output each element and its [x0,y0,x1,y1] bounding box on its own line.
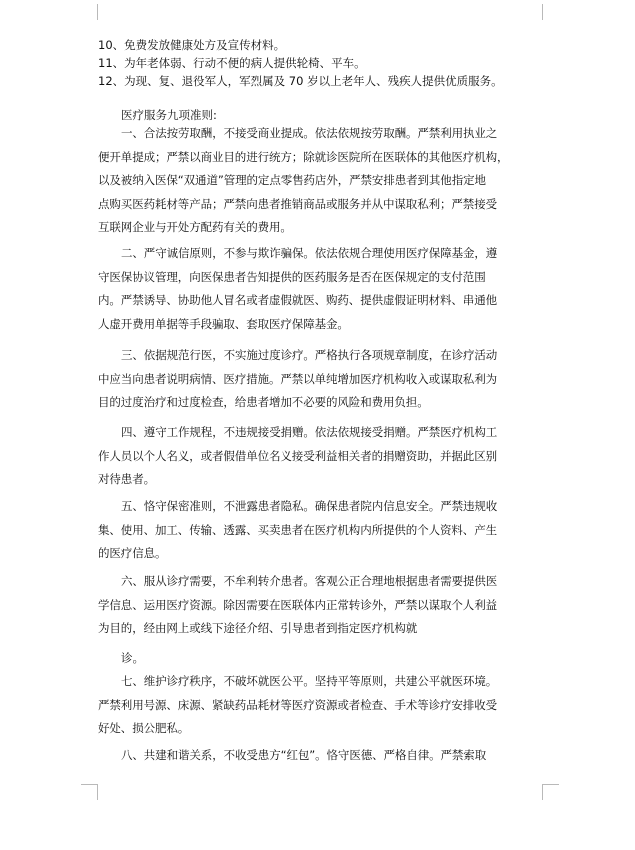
text-line: 以及被纳入医保“双通道”管理的定点零售药店外，严禁安排患者到其他指定地 [98,173,486,187]
text-line: 三、依据规范行医，不实施过度诊疗。严格执行各项规章制度，在诊疗活动 [121,348,498,362]
list-item-11: 11、为年老体弱、行动不便的病人提供轮椅、平车。 [98,56,366,70]
text-line: 作人员以个人名义，或者假借单位名义接受利益相关者的捐赠资助，并据此区别 [98,448,497,463]
list-item-12: 12、为现、复、退役军人，军烈属及 70 岁以上老年人、残疾人提供优质服务。 [98,74,503,88]
text-line: 四、遵守工作规程，不违规接受捐赠。依法依规接受捐赠。严禁医疗机构工 [121,425,498,439]
text-line: 守医保协议管理，向医保患者告知提供的医药服务是否在医保规定的支付范围 [98,269,486,284]
text-line: 对待患者。 [98,472,155,486]
text-line: 七、维护诊疗秩序，不破坏就医公平。坚持平等原则，共建公平就医环境。 [121,674,498,688]
text-line: 便开单提成；严禁以商业目的进行统方；除就诊医院所在医联体的其他医疗机构， [98,149,509,164]
crop-mark-bottom-left-h [81,784,97,785]
text-line: 六、服从诊疗需要，不牟利转介患者。客观公正合理地根据患者需要提供医 [121,574,498,588]
principle-3 [98,344,544,415]
crop-mark-top-left-v [97,4,98,20]
text-line: 中应当向患者说明病情、医疗措施。严禁以单纯增加医疗机构收入或谋取私利为 [98,371,497,386]
principle-5 [98,495,544,566]
principle-6-tail: 诊。 [121,651,144,665]
list-item-10: 10、免费发放健康处方及宣传材料。 [98,38,286,52]
principle-4 [98,421,544,492]
principle-2 [98,242,544,336]
text-line: 目的过度治疗和过度检查，给患者增加不必要的风险和费用负担。 [98,395,429,409]
text-line: 互联网企业与开处方配药有关的费用。 [98,220,292,234]
text-line: 的医疗信息。 [98,546,167,560]
principle-6 [98,570,544,641]
text-line: 内。严禁诱导、协助他人冒名或者虚假就医、购药、提供虚假证明材料、串通他 [98,293,497,307]
text-line: 人虚开费用单据等手段骗取、套取医疗保障基金。 [98,316,349,331]
principle-7 [98,670,544,741]
section-heading: 医疗服务九项准则: [121,108,217,122]
text-line: 严禁利用号源、床源、紧缺药品耗材等医疗资源或者检查、手术等诊疗安排收受 [98,697,497,712]
text-line: 点购买医药耗材等产品；严禁向患者推销商品或服务并从中谋取私利；严禁接受 [98,196,497,211]
text-line: 集、使用、加工、传输、透露、买卖患者在医疗机构内所提供的个人资料、产生 [98,522,497,537]
text-line: 学信息、运用医疗资源。除因需要在医联体内正常转诊外，严禁以谋取个人利益 [98,597,497,612]
text-line: 为目的，经由网上或线下途径介绍、引导患者到指定医疗机构就 [98,621,418,635]
text-line: 二、严守诚信原则，不参与欺诈骗保。依法依规合理使用医疗保障基金，遵 [121,246,498,260]
crop-mark-top-right-v [542,4,543,20]
crop-mark-bottom-right-h [543,784,559,785]
principle-1 [98,122,544,240]
crop-mark-bottom-left-v [97,784,98,800]
text-line: 八、共建和谐关系，不收受患方“红包”。恪守医德、严格自律。严禁索取 [121,748,487,762]
principle-8 [98,744,544,768]
text-line: 好处、损公肥私。 [98,721,190,735]
text-line: 五、恪守保密准则，不泄露患者隐私。确保患者院内信息安全。严禁违规收 [121,499,498,513]
crop-mark-bottom-right-v [542,784,543,800]
text-line: 一、合法按劳取酬，不接受商业提成。依法依规按劳取酬。严禁利用执业之 [121,126,498,140]
